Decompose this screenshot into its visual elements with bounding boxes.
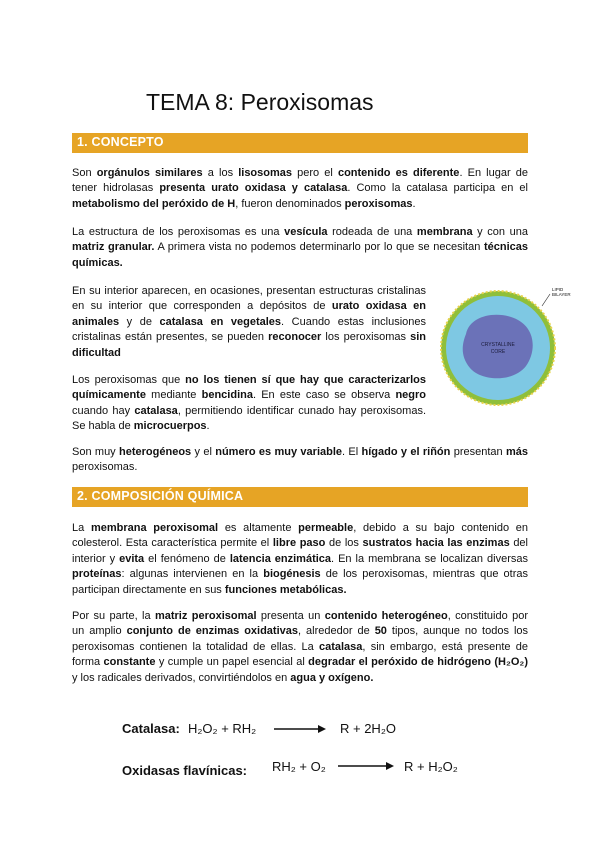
bold-text-run: membrana peroxisomal	[90, 522, 219, 534]
bold-text-run: sin dificultad	[72, 331, 427, 359]
text-run: presentan	[450, 446, 506, 458]
text-run: . El	[342, 446, 362, 458]
equation-products: R + H₂O₂	[404, 759, 458, 774]
text-run: , sin embargo, está presente de forma	[72, 640, 528, 669]
text-run: Son muy	[72, 446, 120, 458]
bold-text-run: latencia enzimática	[229, 552, 332, 565]
reaction-arrow-icon	[338, 760, 394, 772]
bold-text-run: orgánulos similares	[96, 167, 203, 179]
text-run: de los	[325, 537, 363, 550]
bold-text-run: biogénesis	[263, 568, 321, 581]
concept-paragraph-1	[72, 166, 528, 212]
section-header-label: 1. CONCEPTO	[77, 135, 164, 149]
text-run: y de	[119, 315, 160, 328]
membrane-pointer-line	[542, 294, 550, 306]
text-run: , debido a su bajo contenido en colesterol. Esta característica permite el	[72, 522, 529, 550]
bold-text-run: matriz peroxisomal	[154, 610, 257, 622]
composition-paragraph-2	[72, 609, 528, 686]
equation-oxidasas	[122, 763, 247, 778]
bold-text-run: negro	[395, 389, 426, 402]
text-run: , permitiendo identificar cunado hay peroxisomas. Se habla de	[72, 404, 427, 433]
equation-reactants: H₂O₂ + RH₂	[188, 721, 257, 736]
text-run: La	[72, 522, 91, 534]
equation-label: Oxidasas flavínicas:	[122, 763, 248, 778]
text-run: La estructura de los peroxisomas es una	[72, 226, 285, 238]
text-run: mediante	[145, 389, 202, 402]
core-label-line-1: CRYSTALLINE	[481, 342, 515, 348]
text-run: .	[412, 197, 416, 210]
section-header-concepto	[72, 133, 528, 153]
bold-text-run: catalasa	[134, 404, 178, 417]
text-run: , alrededor de	[298, 625, 375, 638]
bold-text-run: matriz granular.	[72, 241, 155, 254]
concept-paragraph-4	[72, 373, 426, 435]
bold-text-run: sustratos hacia las enzimas	[362, 537, 510, 550]
text-run: es altamente	[218, 522, 299, 534]
bold-text-run: heterogéneos	[119, 446, 192, 458]
text-run: , fueron denominados	[235, 197, 345, 210]
core-label-line-2: CORE	[490, 349, 506, 355]
equation-reactants: RH₂ + O₂	[272, 759, 326, 774]
bold-text-run: más	[505, 446, 528, 458]
text-run: y los radicales derivados, convirtiéndolos en	[72, 671, 291, 684]
bold-text-run: metabolismo del peróxido de H	[72, 197, 236, 210]
text-run: y con una	[472, 226, 528, 238]
membrane-label-line-1: LIPID	[552, 287, 564, 292]
text-run: los peroxisomas	[321, 331, 411, 344]
concept-paragraph-3	[72, 284, 426, 361]
bold-text-run: hígado y el riñón	[361, 446, 451, 458]
text-run: , constituido por un amplio	[72, 610, 528, 638]
bold-text-run: funciones metabólicas.	[224, 583, 347, 596]
bold-text-run: contenido es diferente	[337, 167, 460, 179]
bold-text-run: catalasa en vegetales	[159, 315, 282, 328]
text-run: pero el	[292, 167, 338, 179]
bold-text-run: microcuerpos	[133, 420, 207, 433]
text-run: Por su parte, la	[72, 610, 155, 622]
text-run: y el	[191, 446, 216, 458]
bold-text-run: técnicas químicas.	[72, 241, 528, 269]
text-run: En su interior aparecen, en ocasiones, presentan estructuras cristalinas en su interior que corresponden a depósitos de	[72, 285, 426, 313]
concept-paragraph-2	[72, 225, 528, 271]
page-title: TEMA 8: Peroxisomas	[146, 89, 374, 115]
text-run: . Cuando estas inclusiones cristalinas están presentes, se pueden	[72, 315, 426, 344]
bold-text-run: bencidina	[201, 389, 253, 402]
membrane-label-line-2: BILAYER	[552, 292, 571, 297]
equation-label: Catalasa:	[122, 721, 180, 736]
text-run: . Como la catalasa participa en el	[347, 182, 528, 195]
equation-catalasa	[122, 721, 180, 736]
bold-text-run: evita	[119, 552, 145, 565]
bold-text-run: vesícula	[284, 226, 328, 238]
text-run: cuando hay	[72, 404, 135, 417]
bold-text-run: número es muy variable	[215, 446, 343, 458]
composition-paragraph-1	[72, 521, 528, 598]
bold-text-run: proteínas	[72, 568, 122, 581]
text-run: A primera vista no podemos determinarlo por lo que se necesitan	[154, 241, 484, 254]
bold-text-run: urato oxidasa en animales	[72, 300, 426, 328]
bold-text-run: catalasa	[318, 640, 363, 653]
text-run: . En este caso se observa	[252, 389, 396, 402]
equation-products: R + 2H₂O	[340, 721, 396, 736]
reaction-arrow-icon	[274, 723, 326, 735]
section-header-label: 2. COMPOSICIÓN QUÍMICA	[77, 489, 244, 503]
text-run: el fenómeno de	[144, 552, 230, 565]
bold-text-run: peroxisomas	[344, 197, 413, 210]
text-run: . En lugar de tener hidrolasas	[72, 167, 528, 195]
bold-text-run: no los tienen sí que hay que caracterizarlos químicamente	[72, 374, 426, 402]
bold-text-run: contenido heterogéneo	[324, 610, 448, 622]
text-run: .	[206, 420, 210, 433]
concept-paragraph-5	[72, 445, 528, 476]
text-run: Son	[72, 167, 97, 179]
text-run: del interior y	[72, 537, 528, 565]
text-run: tipos, aunque no todos los peroxisomas contienen la totalidad de ellas. La	[72, 625, 529, 653]
bold-text-run: reconocer	[268, 331, 322, 344]
text-run: . En la membrana se localizan diversas	[331, 552, 528, 565]
text-run: : algunas intervienen en la	[121, 568, 264, 581]
bold-text-run: constante	[103, 656, 156, 669]
text-run: rodeada de una	[327, 226, 417, 238]
bold-text-run: degradar el peróxido de hidrógeno (H₂O₂)	[308, 656, 528, 669]
text-run: a los	[202, 167, 239, 179]
text-run: Los peroxisomas que	[72, 374, 186, 386]
bold-text-run: libre paso	[272, 537, 326, 550]
section-header-composicion	[72, 487, 528, 507]
text-run: peroxisomas.	[72, 461, 138, 474]
text-run: y cumple un papel esencial al	[155, 656, 309, 669]
text-run: de los peroxisomas, mientras que otras participan directamente en sus	[72, 568, 528, 596]
bold-text-run: conjunto de enzimas oxidativas	[126, 625, 298, 638]
bold-text-run: presenta urato oxidasa y catalasa	[159, 182, 348, 195]
bold-text-run: lisosomas	[238, 167, 293, 179]
bold-text-run: 50	[374, 625, 387, 638]
bold-text-run: membrana	[416, 226, 473, 238]
bold-text-run: permeable	[298, 522, 354, 534]
bold-text-run: agua y oxígeno.	[290, 671, 374, 684]
peroxisome-diagram	[438, 282, 571, 414]
text-run: presenta un	[256, 610, 325, 622]
